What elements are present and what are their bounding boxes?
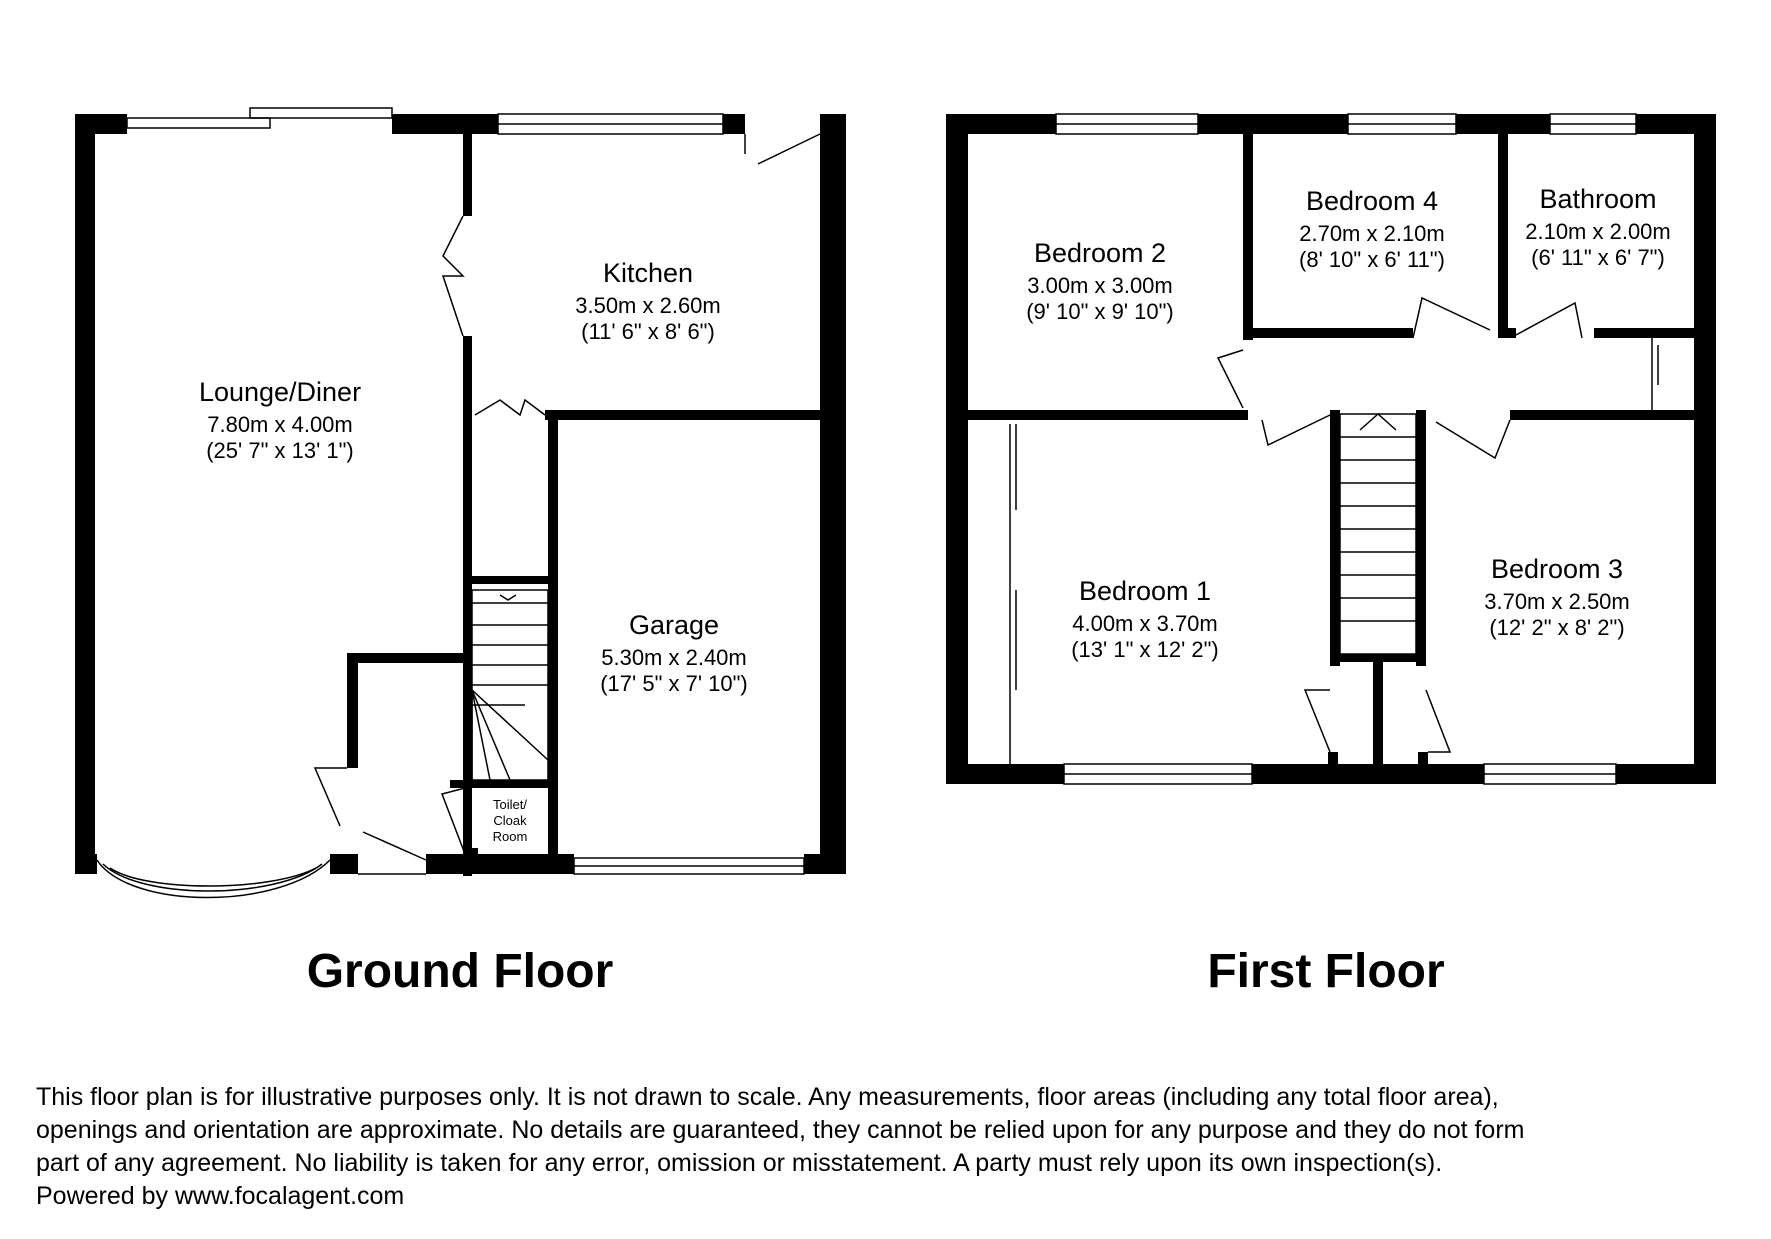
wall [548, 420, 558, 874]
bathroom-imperial: (6' 11" x 6' 7") [1531, 245, 1665, 270]
window [250, 108, 392, 118]
wall [330, 854, 358, 874]
wall [820, 114, 846, 874]
bedroom1-imperial: (13' 1" x 12' 2") [1071, 637, 1219, 662]
powered-by: Powered by www.focalagent.com [36, 1182, 405, 1210]
disclaimer [36, 1081, 1736, 1213]
toilet-label-line1: Toilet/ [493, 797, 527, 812]
bedroom2-imperial: (9' 10" x 9' 10") [1026, 299, 1174, 324]
bedroom4-door [1413, 298, 1490, 338]
bathroom-label: Bathroom [1539, 184, 1657, 214]
bedroom1-metric: 4.00m x 3.70m [1072, 611, 1218, 636]
bedroom2-label: Bedroom 2 [1033, 238, 1167, 268]
wall [1416, 410, 1426, 666]
disclaimer-line: This floor plan is for illustrative purposes only. It is not drawn to scale. Any measurements, floor areas (including any total floor area), [36, 1083, 1499, 1111]
bedroom2-door [1218, 350, 1243, 408]
kitchen-imperial: (11' 6" x 8' 6") [581, 319, 715, 344]
window [127, 118, 270, 128]
wall [1594, 328, 1694, 338]
wall [1330, 410, 1340, 666]
ground-floor-openings [97, 108, 820, 898]
wall [1498, 134, 1508, 338]
wall [1418, 752, 1428, 764]
wall [392, 114, 498, 134]
wall [1510, 410, 1694, 420]
kitchen-bifold-door [443, 216, 463, 336]
wall [1694, 114, 1716, 784]
door [315, 768, 347, 826]
front-door [358, 832, 426, 874]
bedroom3-imperial: (12' 2" x 8' 2") [1489, 615, 1625, 640]
wall [463, 336, 472, 876]
wall [1616, 764, 1716, 784]
wall [804, 854, 846, 874]
bedroom3-door [1436, 420, 1510, 458]
wall [463, 134, 472, 216]
garage-label: Garage [628, 610, 720, 640]
wall [75, 114, 95, 874]
wall [1243, 134, 1253, 340]
bedroom2-metric: 3.00m x 3.00m [1027, 273, 1173, 298]
kitchen-label: Kitchen [602, 258, 694, 288]
wall [946, 114, 1056, 134]
cupboard-door [1426, 690, 1450, 752]
bedroom3-label: Bedroom 3 [1490, 554, 1624, 584]
wall [1252, 764, 1484, 784]
first-floor-labels [1026, 184, 1671, 998]
bedroom1-label: Bedroom 1 [1078, 576, 1212, 606]
wall [723, 114, 745, 134]
wall [450, 780, 548, 788]
wall [347, 653, 358, 768]
wall [1328, 752, 1338, 764]
bathroom-metric: 2.10m x 2.00m [1525, 219, 1671, 244]
door [475, 400, 545, 415]
first-floor-title: First Floor [1207, 945, 1445, 998]
bedroom1-door [1262, 415, 1330, 445]
wall [468, 848, 478, 858]
wall [472, 576, 548, 584]
bedroom4-metric: 2.70m x 2.10m [1299, 221, 1445, 246]
wall [75, 114, 127, 134]
wall [1198, 114, 1348, 134]
lounge-diner-label: Lounge/Diner [198, 377, 362, 407]
staircase [472, 590, 548, 780]
wall [1243, 328, 1413, 338]
bedroom4-imperial: (8' 10" x 6' 11") [1299, 247, 1445, 272]
bathroom-door [1516, 303, 1582, 338]
wall [347, 653, 472, 663]
toilet-door [442, 788, 465, 854]
wall [545, 410, 825, 420]
bedroom3-metric: 3.70m x 2.50m [1484, 589, 1630, 614]
wall [75, 854, 97, 874]
ground-floor-plan [75, 114, 846, 876]
wall [1456, 114, 1550, 134]
garage-imperial: (17' 5" x 7' 10") [600, 671, 748, 696]
door [745, 134, 820, 164]
wall [946, 764, 1064, 784]
lounge-diner-metric: 7.80m x 4.00m [207, 412, 353, 437]
ground-floor-title: Ground Floor [306, 945, 614, 998]
kitchen-metric: 3.50m x 2.60m [575, 293, 721, 318]
wall [946, 114, 968, 784]
toilet-label-line2: Cloak [493, 813, 527, 828]
wall [968, 410, 1248, 420]
toilet-label-line3: Room [492, 829, 528, 844]
cupboard-door [1305, 690, 1330, 752]
staircase [1340, 414, 1416, 654]
garage-metric: 5.30m x 2.40m [601, 645, 747, 670]
disclaimer-line: openings and orientation are approximate. No details are guaranteed, they cannot be relied upon for any purpose and they do not form [36, 1116, 1525, 1144]
disclaimer-line: part of any agreement. No liability is taken for any error, omission or misstatement. A party must rely upon its own inspection(s). [36, 1149, 1443, 1177]
wall [1330, 654, 1426, 662]
bedroom4-label: Bedroom 4 [1305, 186, 1439, 216]
lounge-diner-imperial: (25' 7" x 13' 1") [206, 438, 354, 463]
wall [1373, 662, 1383, 764]
